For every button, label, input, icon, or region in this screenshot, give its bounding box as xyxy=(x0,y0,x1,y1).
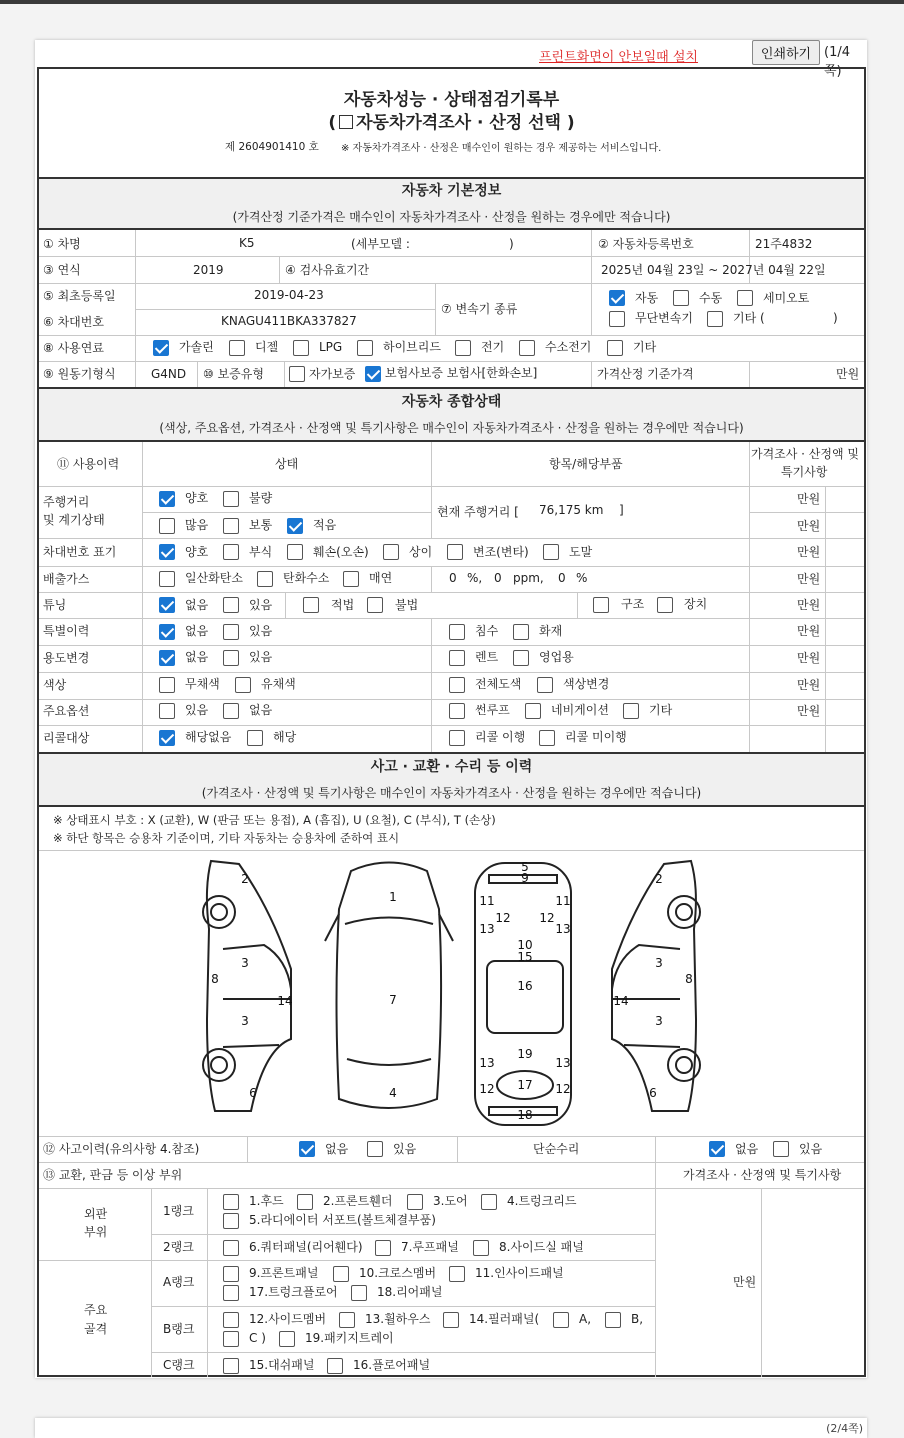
vin-good-checkbox[interactable] xyxy=(159,544,175,560)
emission-co-label: 일산화탄소 xyxy=(185,571,243,585)
next-page-number: (2/4쪽) xyxy=(826,1422,863,1435)
part-11-checkbox[interactable] xyxy=(449,1266,465,1282)
recall-applicable-label: 해당 xyxy=(273,730,297,744)
mileage-many-label: 많음 xyxy=(185,518,209,532)
part-13-checkbox[interactable] xyxy=(339,1312,355,1328)
num-14-right: 14 xyxy=(613,994,629,1008)
trans-auto-label: 자동 xyxy=(635,291,659,305)
document-page xyxy=(35,40,867,1378)
warranty-label: ⑩ 보증유형 xyxy=(203,367,264,381)
num-6-left: 6 xyxy=(249,1086,257,1100)
accident-hist-label: ⑫ 사고이력(유의사항 4.참조) xyxy=(43,1142,200,1156)
mileage-few-checkbox[interactable] xyxy=(287,518,303,534)
part-1-label: 1.후드 xyxy=(249,1194,284,1208)
paren-close: ) xyxy=(566,113,575,133)
part-14-checkbox[interactable] xyxy=(443,1312,459,1328)
emission-co-checkbox[interactable] xyxy=(159,571,175,587)
part-6-checkbox[interactable] xyxy=(223,1240,239,1256)
current-mileage-label: 현재 주행거리 [ xyxy=(437,505,519,519)
mileage-close: ] xyxy=(619,503,624,517)
usage-rent-label: 렌트 xyxy=(475,650,499,664)
trans-other-close: ) xyxy=(833,311,838,325)
repair-exists-checkbox[interactable] xyxy=(773,1141,789,1157)
usage-business-label: 영업용 xyxy=(539,650,574,664)
accident-none-checkbox[interactable] xyxy=(299,1141,315,1157)
emission-co-unit: %, xyxy=(467,571,483,585)
color-change-checkbox[interactable] xyxy=(537,677,553,693)
vin-price-unit: 만원 xyxy=(797,545,821,559)
vin-corrosion-checkbox[interactable] xyxy=(223,544,239,560)
engine: G4ND xyxy=(151,367,187,381)
left-rear-hub xyxy=(211,1057,227,1073)
vin: KNAGU411BKA337827 xyxy=(221,314,357,328)
overall-sub: (색상, 주요옵션, 가격조사 · 산정액 및 특기사항은 매수인이 자동차가격조사 · 산정을 원하는 경우에만 적습니다) xyxy=(39,415,864,442)
overall-title: 자동차 종합상태 xyxy=(39,387,864,415)
usage-none-checkbox[interactable] xyxy=(159,650,175,666)
emission-smoke-value: 0 xyxy=(558,571,566,585)
emission-hc-value: 0 xyxy=(494,571,502,585)
part-10-label: 10.크로스멤버 xyxy=(359,1266,437,1280)
accident-title: 사고 · 교환 · 수리 등 이력 xyxy=(39,752,864,780)
recall-done-checkbox[interactable] xyxy=(449,730,465,746)
doc-header xyxy=(39,69,864,177)
part-12-label: 12.사이드멤버 xyxy=(249,1312,327,1326)
mileage-price-unit: 만원 xyxy=(797,492,821,506)
part-12-checkbox[interactable] xyxy=(223,1312,239,1328)
options-navigation-checkbox[interactable] xyxy=(525,703,541,719)
num-16: 16 xyxy=(517,979,533,993)
recall-label: 리콜대상 xyxy=(43,731,90,745)
emission-hc-unit: ppm, xyxy=(513,571,544,585)
mileage-many-checkbox[interactable] xyxy=(159,518,175,534)
fuel-electric-label: 전기 xyxy=(481,340,505,354)
special-flood-label: 침수 xyxy=(475,624,499,638)
basic-info-sub: (가격산정 기준가격은 매수인이 자동차가격조사 · 산정을 원하는 경우에만 적습니다) xyxy=(39,204,864,230)
num-13-rear-left: 13 xyxy=(479,1056,495,1070)
num-19: 19 xyxy=(517,1047,533,1061)
rank2-label: 2랭크 xyxy=(163,1240,194,1254)
car-damage-diagram xyxy=(39,849,864,1139)
first-reg: 2019-04-23 xyxy=(254,288,324,302)
paren-open: ( xyxy=(328,113,337,133)
num-6-right: 6 xyxy=(649,1086,657,1100)
num-10: 10 xyxy=(517,938,533,952)
options-exists-checkbox[interactable] xyxy=(159,703,175,719)
trans-semi-label: 세미오토 xyxy=(763,291,810,305)
fuel-electric-checkbox[interactable] xyxy=(455,340,471,356)
fuel-hydrogen-label: 수소전기 xyxy=(545,340,592,354)
accident-exists-checkbox[interactable] xyxy=(367,1141,383,1157)
part-14c-checkbox[interactable] xyxy=(223,1331,239,1347)
num-3-right-rear: 3 xyxy=(655,1014,663,1028)
num-2-right: 2 xyxy=(655,872,663,886)
doc-title: 자동차성능 · 상태점검기록부 xyxy=(343,90,560,110)
trans-cvt-checkbox[interactable] xyxy=(609,311,625,327)
vin-altered-checkbox[interactable] xyxy=(447,544,463,560)
part-6-label: 6.쿼터패널(리어휀다) xyxy=(249,1240,363,1254)
emission-price-unit: 만원 xyxy=(797,572,821,586)
special-flood-checkbox[interactable] xyxy=(449,624,465,640)
num-14-left: 14 xyxy=(277,994,293,1008)
special-exists-checkbox[interactable] xyxy=(223,624,239,640)
reg-no-label: ② 자동차등록번호 xyxy=(598,237,694,251)
part-4-checkbox[interactable] xyxy=(481,1194,497,1210)
recall-not-label: 리콜 미이행 xyxy=(565,730,627,744)
emission-smoke-unit: % xyxy=(576,571,588,585)
main-label-2: 골격 xyxy=(84,1322,108,1336)
usage-exists-label: 있음 xyxy=(249,650,273,664)
inspect-label: ④ 검사유효기간 xyxy=(285,263,370,277)
warranty-ins-checkbox[interactable] xyxy=(365,366,381,382)
special-fire-label: 화재 xyxy=(539,624,563,638)
special-exists-label: 있음 xyxy=(249,624,273,638)
num-13-rear-right: 13 xyxy=(555,1056,571,1070)
trans-manual-label: 수동 xyxy=(699,291,723,305)
num-8-right: 8 xyxy=(685,972,693,986)
part-10-checkbox[interactable] xyxy=(333,1266,349,1282)
part-18-checkbox[interactable] xyxy=(351,1285,367,1301)
num-5: 5 xyxy=(521,860,529,874)
price-select-checkbox[interactable] xyxy=(339,115,353,129)
basic-info-title: 자동차 기본정보 xyxy=(39,177,864,204)
fuel-label: ⑧ 사용연료 xyxy=(43,341,104,355)
legend-line2: ※ 하단 항목은 승용차 기준이며, 기타 자동차는 승용차에 준하여 표시 xyxy=(53,831,400,845)
trans-cvt-label: 무단변속기 xyxy=(635,311,693,325)
outer-label-2: 부위 xyxy=(84,1225,108,1239)
mileage-few-label: 적음 xyxy=(313,518,337,532)
tuning-illegal-checkbox[interactable] xyxy=(367,597,383,613)
vin-label: ⑥ 차대번호 xyxy=(43,315,104,329)
num-17: 17 xyxy=(517,1078,533,1092)
options-sunroof-label: 썬루프 xyxy=(475,703,510,717)
legend-line1: ※ 상태표시 부호 : X (교환), W (판금 또는 용접), A (흠집), U (요철), C (부식), T (손상) xyxy=(53,813,496,827)
fuel-lpg-label: LPG xyxy=(319,340,343,354)
part-14a-label: A, xyxy=(579,1312,592,1326)
main-label-1: 주요 xyxy=(84,1303,108,1317)
num-8-left: 8 xyxy=(211,972,219,986)
car-name: K5 xyxy=(239,236,255,250)
trans-label: ⑦ 변속기 종류 xyxy=(441,302,518,316)
tuning-price-unit: 만원 xyxy=(797,598,821,612)
part-19-label: 19.패키지트레이 xyxy=(305,1331,394,1345)
trans-other-checkbox[interactable] xyxy=(707,311,723,327)
tuning-structure-label: 구조 xyxy=(621,597,645,611)
num-15: 15 xyxy=(517,950,533,964)
part-9-label: 9.프론트패널 xyxy=(249,1266,319,1280)
right-rear-hub xyxy=(676,1057,692,1073)
num-11-right: 11 xyxy=(555,894,571,908)
price-note-label: 가격조사 · 산정액 및 특기사항 xyxy=(683,1168,842,1182)
part-5-label: 5.라디에이터 서포트(볼트체결부품) xyxy=(249,1213,436,1227)
warranty-ins-label: 보험사보증 보험사[한화손보] xyxy=(385,366,538,380)
part-16-checkbox[interactable] xyxy=(327,1358,343,1374)
num-3-left-rear: 3 xyxy=(241,1014,249,1028)
doc-note: ※ 자동차가격조사 · 산정은 매수인이 원하는 경우 제공하는 서비스입니다. xyxy=(341,143,662,154)
color-chromatic-checkbox[interactable] xyxy=(235,677,251,693)
repair-none-checkbox[interactable] xyxy=(709,1141,725,1157)
mileage-normal-checkbox[interactable] xyxy=(223,518,239,534)
color-chromatic-label: 유채색 xyxy=(261,677,296,691)
part-17-label: 17.트렁크플로어 xyxy=(249,1285,338,1299)
rank1-label: 1랭크 xyxy=(163,1204,194,1218)
fuel-diesel-checkbox[interactable] xyxy=(229,340,245,356)
color-full-paint-label: 전체도색 xyxy=(475,677,522,691)
repair-exists-label: 있음 xyxy=(799,1142,823,1156)
col-history: ⑪ 사용이력 xyxy=(57,457,120,471)
part-15-checkbox[interactable] xyxy=(223,1358,239,1374)
recall-na-label: 해당없음 xyxy=(185,730,232,744)
fuel-gasoline-checkbox[interactable] xyxy=(153,340,169,356)
part-4-label: 4.트렁크리드 xyxy=(507,1194,577,1208)
year: 2019 xyxy=(193,263,224,277)
vin-diff-checkbox[interactable] xyxy=(383,544,399,560)
part-7-checkbox[interactable] xyxy=(375,1240,391,1256)
part-17-checkbox[interactable] xyxy=(223,1285,239,1301)
accident-sub: (가격조사 · 산정액 및 특기사항은 매수인이 자동차가격조사 · 산정을 원하는 경우에만 적습니다) xyxy=(39,780,864,807)
part-14b-checkbox[interactable] xyxy=(605,1312,621,1328)
vin-altered-label: 변조(변타) xyxy=(473,545,529,559)
fuel-gasoline-label: 가솔린 xyxy=(179,340,214,354)
num-2-left: 2 xyxy=(241,872,249,886)
fuel-hybrid-checkbox[interactable] xyxy=(357,340,373,356)
special-none-label: 없음 xyxy=(185,624,209,638)
num-12-front-right: 12 xyxy=(539,911,555,925)
fuel-diesel-label: 디젤 xyxy=(255,340,279,354)
options-other-checkbox[interactable] xyxy=(623,703,639,719)
tuning-none-checkbox[interactable] xyxy=(159,597,175,613)
special-none-checkbox[interactable] xyxy=(159,624,175,640)
part-14b-label: B, xyxy=(631,1312,644,1326)
options-none-label: 없음 xyxy=(249,703,273,717)
num-7: 7 xyxy=(389,993,397,1007)
num-12-rear-left: 12 xyxy=(479,1082,495,1096)
part-8-checkbox[interactable] xyxy=(473,1240,489,1256)
outer-label-1: 외판 xyxy=(84,1207,108,1221)
color-change-label: 색상변경 xyxy=(563,677,610,691)
num-13-front-right: 13 xyxy=(555,922,571,936)
emission-smoke-label: 매연 xyxy=(369,571,393,585)
fuel-hybrid-label: 하이브리드 xyxy=(383,340,441,354)
reg-no: 21주4832 xyxy=(755,237,813,251)
num-13-front-left: 13 xyxy=(479,922,495,936)
car-name-label: ① 차명 xyxy=(43,237,81,251)
part-1-checkbox[interactable] xyxy=(223,1194,239,1210)
print-bar xyxy=(35,40,867,79)
col-price-line1: 가격조사 · 산정액 및 xyxy=(751,447,859,461)
options-sunroof-checkbox[interactable] xyxy=(449,703,465,719)
mileage-label: 주행거리 xyxy=(43,495,90,509)
mileage-price-unit-2: 만원 xyxy=(797,519,821,533)
color-achromatic-checkbox[interactable] xyxy=(159,677,175,693)
special-fire-checkbox[interactable] xyxy=(513,624,529,640)
part-8-label: 8.사이드실 패널 xyxy=(499,1240,584,1254)
col-state: 상태 xyxy=(275,457,299,471)
vin-corrosion-label: 부식 xyxy=(249,545,273,559)
part-16-label: 16.플로어패널 xyxy=(353,1358,431,1372)
part-7-label: 7.루프패널 xyxy=(401,1240,459,1254)
mileage-label-2: 및 계기상태 xyxy=(43,513,105,527)
doc-subtitle xyxy=(39,108,864,133)
mileage-value: 76,175 km xyxy=(539,503,604,517)
trans-semi-checkbox[interactable] xyxy=(737,290,753,306)
recall-done-label: 리콜 이행 xyxy=(475,730,526,744)
part-19-checkbox[interactable] xyxy=(279,1331,295,1347)
rankA-label: A랭크 xyxy=(163,1275,195,1289)
usage-label: 용도변경 xyxy=(43,651,90,665)
usage-price-unit: 만원 xyxy=(797,651,821,665)
num-12-front-left: 12 xyxy=(495,911,511,925)
right-front-hub xyxy=(676,904,692,920)
tuning-legal-checkbox[interactable] xyxy=(303,597,319,613)
next-page xyxy=(35,1418,867,1438)
usage-none-label: 없음 xyxy=(185,650,209,664)
options-price-unit: 만원 xyxy=(797,704,821,718)
usage-rent-checkbox[interactable] xyxy=(449,650,465,666)
vin-damage-label: 훼손(오손) xyxy=(313,545,369,559)
vin-diff-label: 상이 xyxy=(409,545,433,559)
inspection-record xyxy=(37,67,866,1377)
detail-model-close: ) xyxy=(509,237,514,251)
color-price-unit: 만원 xyxy=(797,678,821,692)
col-item: 항목/해당부품 xyxy=(549,457,623,471)
mileage-good-label: 양호 xyxy=(185,491,209,505)
tuning-illegal-label: 불법 xyxy=(395,598,419,612)
doc-number: 제 2604901410 호 xyxy=(225,141,319,153)
color-full-paint-checkbox[interactable] xyxy=(449,677,465,693)
tuning-structure-checkbox[interactable] xyxy=(593,597,609,613)
trans-other-label: 기타 ( xyxy=(733,311,765,325)
warranty-self-checkbox[interactable] xyxy=(289,366,305,382)
color-achromatic-label: 무채색 xyxy=(185,677,220,691)
top-view-lines xyxy=(325,914,453,1065)
tuning-exists-checkbox[interactable] xyxy=(223,597,239,613)
part-14-label: 14.필러패널( xyxy=(469,1312,540,1326)
warranty-self-label: 자가보증 xyxy=(309,367,356,381)
part-14c-label: C ) xyxy=(249,1331,266,1345)
parts-price-unit: 만원 xyxy=(733,1275,757,1289)
part-15-label: 15.대쉬패널 xyxy=(249,1358,315,1372)
fuel-hydrogen-checkbox[interactable] xyxy=(519,340,535,356)
top-bar xyxy=(0,0,904,4)
fuel-lpg-checkbox[interactable] xyxy=(293,340,309,356)
repair-none-label: 없음 xyxy=(735,1142,759,1156)
emission-co-value: 0 xyxy=(449,571,457,585)
price-base-unit: 만원 xyxy=(836,367,860,381)
options-none-checkbox[interactable] xyxy=(223,703,239,719)
num-4: 4 xyxy=(389,1086,397,1100)
detail-model-label: (세부모델 : xyxy=(351,237,410,251)
options-exists-label: 있음 xyxy=(185,703,209,717)
page-number: (1/4쪽) xyxy=(824,45,850,79)
part-3-checkbox[interactable] xyxy=(407,1194,423,1210)
mileage-bad-label: 불량 xyxy=(249,491,273,505)
print-install-link[interactable]: 프린트화면이 안보일때 설치 xyxy=(539,50,698,65)
rankC-label: C랭크 xyxy=(163,1358,195,1372)
part-5-checkbox[interactable] xyxy=(223,1213,239,1229)
color-label: 색상 xyxy=(43,678,67,692)
part-2-checkbox[interactable] xyxy=(297,1194,313,1210)
part-3-label: 3.도어 xyxy=(433,1194,468,1208)
print-button[interactable]: 인쇄하기 xyxy=(752,40,820,65)
recall-applicable-checkbox[interactable] xyxy=(247,730,263,746)
parts-label: ⑬ 교환, 판금 등 이상 부위 xyxy=(43,1168,183,1182)
options-navigation-label: 네비게이션 xyxy=(551,703,609,717)
num-12-rear-right: 12 xyxy=(555,1082,571,1096)
usage-business-checkbox[interactable] xyxy=(513,650,529,666)
fuel-other-label: 기타 xyxy=(633,340,657,354)
vin-stolen-checkbox[interactable] xyxy=(543,544,559,560)
part-9-checkbox[interactable] xyxy=(223,1266,239,1282)
accident-none-label: 없음 xyxy=(325,1142,349,1156)
num-3-left-front: 3 xyxy=(241,956,249,970)
tuning-none-label: 없음 xyxy=(185,598,209,612)
vin-mark-label: 차대번호 표기 xyxy=(43,545,117,559)
mileage-normal-label: 보통 xyxy=(249,518,273,532)
num-1: 1 xyxy=(389,890,397,904)
emission-label: 배출가스 xyxy=(43,572,90,586)
num-18: 18 xyxy=(517,1108,533,1122)
trans-auto-checkbox[interactable] xyxy=(609,290,625,306)
emission-hc-checkbox[interactable] xyxy=(257,571,273,587)
num-11-left: 11 xyxy=(479,894,495,908)
tuning-legal-label: 적법 xyxy=(331,598,355,612)
tuning-device-label: 장치 xyxy=(684,597,708,611)
special-label: 특별이력 xyxy=(43,624,90,638)
emission-smoke-checkbox[interactable] xyxy=(343,571,359,587)
num-9: 9 xyxy=(521,871,529,885)
year-label: ③ 연식 xyxy=(43,263,81,277)
usage-exists-checkbox[interactable] xyxy=(223,650,239,666)
part-2-label: 2.프론트휀더 xyxy=(323,1194,393,1208)
part-18-label: 18.리어패널 xyxy=(377,1285,443,1299)
options-label: 주요옵션 xyxy=(43,704,90,718)
price-select-label: 자동차가격조사 · 산정 선택 xyxy=(356,113,561,133)
vin-good-label: 양호 xyxy=(185,545,209,559)
mileage-bad-checkbox[interactable] xyxy=(223,491,239,507)
emission-hc-label: 탄화수소 xyxy=(283,571,330,585)
first-reg-label: ⑤ 최초등록일 xyxy=(43,289,116,303)
accident-exists-label: 있음 xyxy=(393,1142,417,1156)
vin-stolen-label: 도말 xyxy=(569,545,593,559)
recall-not-checkbox[interactable] xyxy=(539,730,555,746)
left-front-hub xyxy=(211,904,227,920)
tuning-label: 튜닝 xyxy=(43,598,67,612)
rankB-label: B랭크 xyxy=(163,1322,195,1336)
options-other-label: 기타 xyxy=(649,703,673,717)
engine-label: ⑨ 원동기형식 xyxy=(43,367,116,381)
part-13-label: 13.휠하우스 xyxy=(365,1312,431,1326)
tuning-exists-label: 있음 xyxy=(249,598,273,612)
vin-damage-checkbox[interactable] xyxy=(287,544,303,560)
mileage-good-checkbox[interactable] xyxy=(159,491,175,507)
inspect-period: 2025년 04월 23일 ~ 2027년 04월 22일 xyxy=(601,263,826,277)
tuning-device-checkbox[interactable] xyxy=(657,597,673,613)
special-price-unit: 만원 xyxy=(797,624,821,638)
recall-na-checkbox[interactable] xyxy=(159,730,175,746)
simple-repair-label: 단순수리 xyxy=(533,1142,580,1156)
num-3-right-front: 3 xyxy=(655,956,663,970)
part-11-label: 11.인사이드패널 xyxy=(475,1266,564,1280)
col-price-line2: 특기사항 xyxy=(781,465,828,479)
underside-floor xyxy=(487,961,563,1033)
fuel-other-checkbox[interactable] xyxy=(607,340,623,356)
trans-manual-checkbox[interactable] xyxy=(673,290,689,306)
part-14a-checkbox[interactable] xyxy=(553,1312,569,1328)
price-base-label: 가격산정 기준가격 xyxy=(597,367,694,381)
